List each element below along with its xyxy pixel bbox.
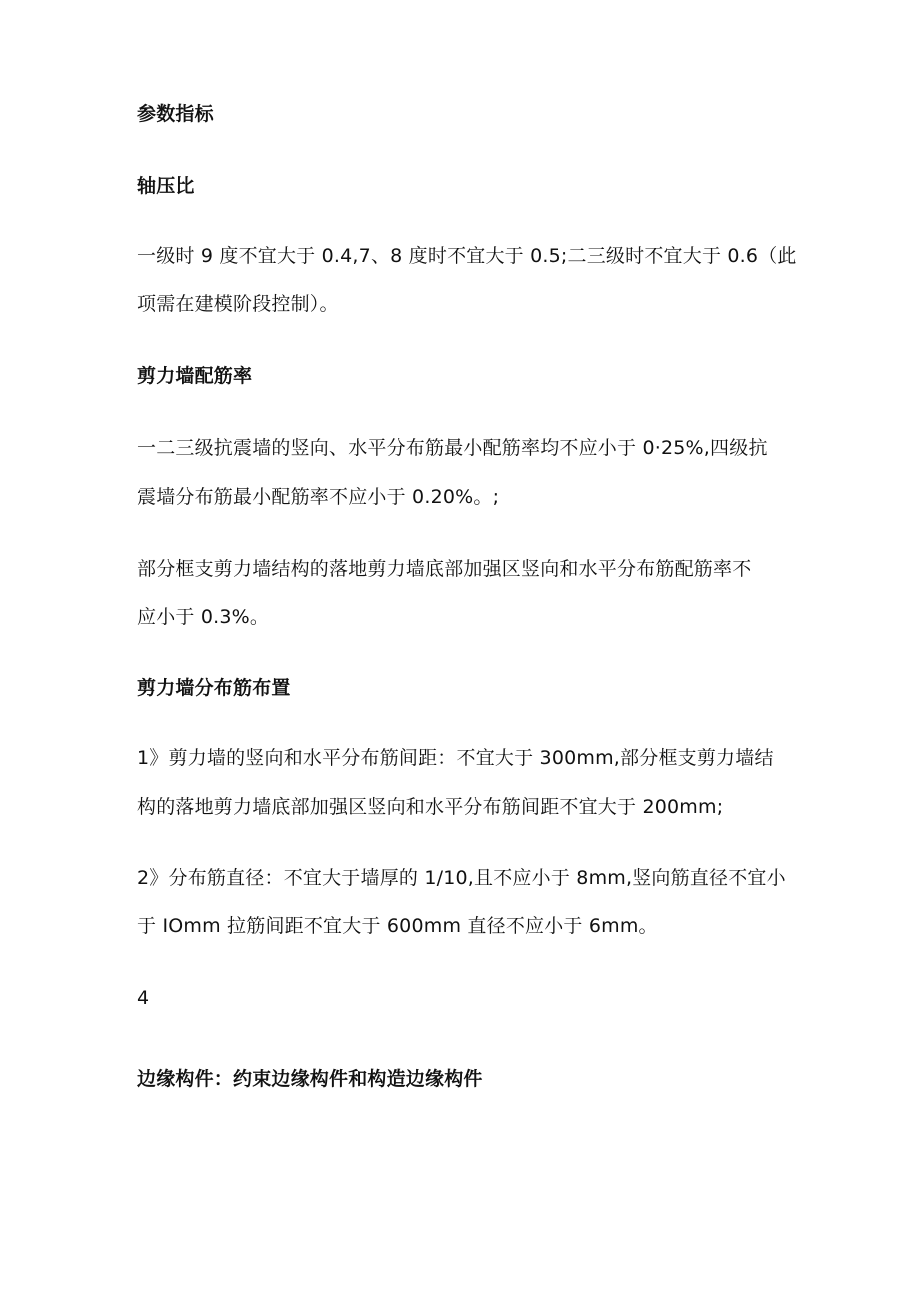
axial-ratio-text-line-1: 一级时 9 度不宜大于 0.4,7、8 度时不宜大于 0.5;二三级时不宜大于 0.6（此	[137, 245, 797, 267]
heading-shear-wall-reinforcement-ratio: 剪力墙配筋率	[137, 365, 253, 387]
section-number: 4	[137, 987, 150, 1009]
layout-item-2-line-1: 2》分布筋直径：不宜大于墙厚的 1/10,且不应小于 8mm,竖向筋直径不宜小	[137, 867, 786, 889]
heading-boundary-elements: 边缘构件：约束边缘构件和构造边缘构件	[137, 1068, 483, 1090]
axial-ratio-text-line-2: 项需在建模阶段控制）。	[137, 293, 339, 315]
reinforcement-text-2-line-2: 应小于 0.3%。	[137, 606, 270, 628]
layout-item-1-line-1: 1》剪力墙的竖向和水平分布筋间距：不宜大于 300mm,部分框支剪力墙结	[137, 747, 774, 769]
heading-distribution-bar-layout: 剪力墙分布筋布置	[137, 677, 291, 699]
reinforcement-text-1-line-1: 一二三级抗震墙的竖向、水平分布筋最小配筋率均不应小于 0·25%,四级抗	[137, 437, 768, 459]
heading-axial-compression-ratio: 轴压比	[137, 175, 195, 197]
layout-item-1-line-2: 构的落地剪力墙底部加强区竖向和水平分布筋间距不宜大于 200mm;	[137, 796, 724, 818]
layout-item-2-line-2: 于 IOmm 拉筋间距不宜大于 600mm 直径不应小于 6mm。	[137, 915, 658, 937]
reinforcement-text-1-line-2: 震墙分布筋最小配筋率不应小于 0.20%。;	[137, 486, 500, 508]
reinforcement-text-2-line-1: 部分框支剪力墙结构的落地剪力墙底部加强区竖向和水平分布筋配筋率不	[137, 558, 752, 580]
heading-parameters: 参数指标	[137, 103, 214, 125]
